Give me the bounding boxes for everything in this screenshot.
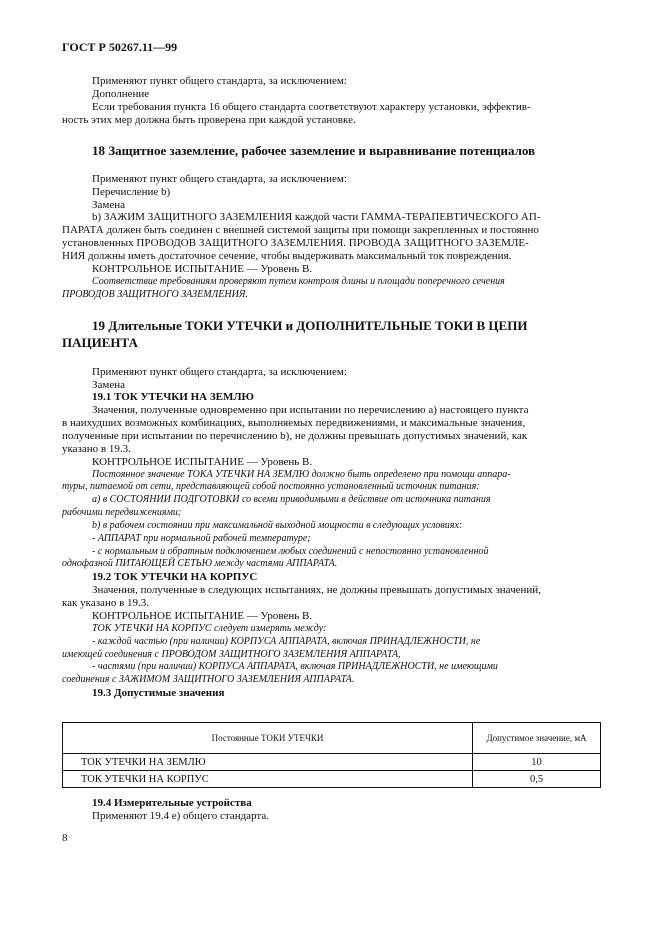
- s19-4-text-1: Применяют 19.4 e) общего стандарта.: [92, 810, 269, 822]
- table-cell-current: ТОК УТЕЧКИ НА КОРПУС: [63, 771, 473, 788]
- s19-2-control-test: КОНТРОЛЬНОЕ ИСПЫТАНИЕ — Уровень В.: [92, 610, 313, 622]
- s19-3-heading: 19.3 Допустимые значения: [92, 687, 225, 699]
- leakage-current-table: [62, 722, 601, 788]
- s18-control-test: КОНТРОЛЬНОЕ ИСПЫТАНИЕ — Уровень В.: [92, 263, 313, 275]
- s19-2-heading: 19.2 ТОК УТЕЧКИ НА КОРПУС: [92, 571, 258, 583]
- intro-line-3: Если требования пункта 16 общего стандарта соответствуют характеру установки, эффектив-: [92, 101, 531, 113]
- s19-1-control-test: КОНТРОЛЬНОЕ ИСПЫТАНИЕ — Уровень В.: [92, 456, 313, 468]
- s18-text-2: ПАРАТА должен быть соединен с внешней системой защиты при помощи закрепленных и постоянно: [62, 224, 539, 236]
- s18-text-1: b) ЗАЖИМ ЗАЩИТНОГО ЗАЗЕМЛЕНИЯ каждой части ГАММА-ТЕРАПЕВТИЧЕСКОГО АП-: [92, 211, 541, 223]
- s18-italic-2: ПРОВОДОВ ЗАЩИТНОГО ЗАЗЕМЛЕНИЯ.: [62, 289, 248, 300]
- section-18-title: 18 Защитное заземление, рабочее заземление и выравнивание потенциалов: [92, 143, 536, 158]
- s18-line-1: Применяют пункт общего стандарта, за исключением:: [92, 173, 347, 185]
- s18-line-2: Перечисление b): [92, 186, 171, 198]
- s19-1-text-1: Значения, полученные одновременно при испытании по перечислению a) настоящего пункта: [92, 404, 529, 416]
- s18-italic-1: Соответствие требованиям проверяют путем контроля длины и площади поперечного сечения: [92, 276, 505, 287]
- s19-1-text-4: указано в 19.3.: [62, 443, 131, 455]
- s19-1-heading: 19.1 ТОК УТЕЧКИ НА ЗЕМЛЮ: [92, 391, 254, 403]
- s19-1-text-2: в наихудших возможных комбинациях, выполняемых передвижениями, и максимальные значения,: [62, 417, 526, 429]
- intro-line-4: ность этих мер должна быть проверена при каждой установке.: [62, 114, 356, 126]
- document-id: ГОСТ Р 50267.11—99: [62, 40, 178, 54]
- s19-1-italic-6: - АППАРАТ при нормальной рабочей температуре;: [92, 533, 311, 544]
- table-row: [63, 754, 601, 771]
- s19-1-italic-7: - с нормальным и обратным подключением любых соединений с непостоянно установленной: [92, 546, 489, 557]
- table-cell-current: ТОК УТЕЧКИ НА ЗЕМЛЮ: [63, 754, 473, 771]
- s19-1-italic-1: Постоянное значение ТОКА УТЕЧКИ НА ЗЕМЛЮ должно быть определено при помощи аппара-: [92, 469, 511, 480]
- s19-4-heading: 19.4 Измерительные устройства: [92, 797, 252, 809]
- s19-1-italic-8: однофазной ПИТАЮЩЕЙ СЕТЬЮ между частями АППАРАТА.: [62, 558, 338, 569]
- s19-1-italic-4: рабочими передвижениями;: [62, 507, 182, 518]
- s19-2-italic-2: - каждой частью (при наличии) КОРПУСА АППАРАТА, включая ПРИНАДЛЕЖНОСТИ, не: [92, 636, 481, 647]
- s18-text-3: установленных ПРОВОДОВ ЗАЩИТНОГО ЗАЗЕМЛЕНИЯ. ПРОВОДА ЗАЩИТНОГО ЗАЗЕМЛЕ-: [62, 237, 529, 249]
- s18-line-3: Замена: [92, 199, 126, 211]
- s19-line-1: Применяют пункт общего стандарта, за исключением:: [92, 366, 347, 378]
- intro-line-2: Дополнение: [92, 88, 150, 100]
- page-number: 8: [62, 832, 68, 844]
- table-row: [63, 771, 601, 788]
- s19-2-italic-4: - частями (при наличии) КОРПУСА АППАРАТА, включая ПРИНАДЛЕЖНОСТИ, не имеющими: [92, 661, 498, 672]
- s19-2-italic-3: имеющей соединения с ПРОВОДОМ ЗАЩИТНОГО ЗАЗЕМЛЕНИЯ АППАРАТА,: [62, 649, 401, 660]
- s19-2-text-1: Значения, полученные в следующих испытаниях, не должны превышать допустимых значений,: [92, 584, 541, 596]
- s19-1-italic-5: b) в рабочем состоянии при максимальной выходной мощности в следующих условиях:: [92, 520, 463, 531]
- s19-1-italic-2: туры, питаемой от сети, представляющей собой постоянно установленный источник питания:: [62, 481, 480, 492]
- s19-1-text-3: полученные при испытании по перечислению b), не должны превышать допустимых значений, как: [62, 430, 528, 442]
- section-19-title-2: ПАЦИЕНТА: [62, 335, 138, 350]
- table-cell-value: 10: [473, 754, 601, 771]
- table-header-current: Постоянные ТОКИ УТЕЧКИ: [63, 723, 473, 754]
- s19-1-italic-3: a) в СОСТОЯНИИ ПОДГОТОВКИ со всеми приводимыми в действие от источника питания: [92, 494, 491, 505]
- table-header-value: Допустимое значение, мА: [473, 723, 601, 754]
- s18-text-4: НИЯ должны иметь достаточное сечение, чтобы выдерживать максимальный ток повреждения.: [62, 250, 512, 262]
- table-cell-value: 0,5: [473, 771, 601, 788]
- s19-2-italic-1: ТОК УТЕЧКИ НА КОРПУС следует измерять между:: [92, 623, 327, 634]
- table-header-row: [63, 723, 601, 754]
- section-19-title-1: 19 Длительные ТОКИ УТЕЧКИ и ДОПОЛНИТЕЛЬНЫЕ ТОКИ В ЦЕПИ: [92, 318, 528, 333]
- s19-2-italic-5: соединения с ЗАЖИМОМ ЗАЩИТНОГО ЗАЗЕМЛЕНИЯ АППАРАТА.: [62, 674, 355, 685]
- intro-line-1: Применяют пункт общего стандарта, за исключением:: [92, 75, 347, 87]
- s19-line-2: Замена: [92, 379, 126, 391]
- s19-2-text-2: как указано в 19.3.: [62, 597, 150, 609]
